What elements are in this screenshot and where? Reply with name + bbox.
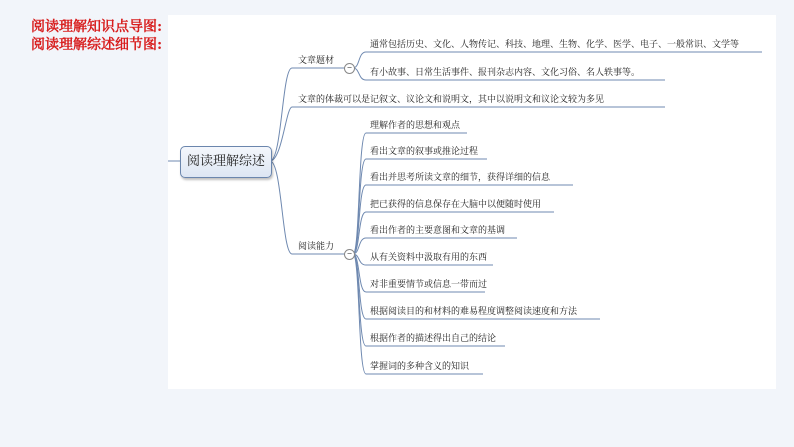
ability-item-4[interactable]: 把已获得的信息保存在大脑中以便随时使用 xyxy=(370,200,542,210)
ability-item-8[interactable]: 根据阅读目的和材料的难易程度调整阅读速度和方法 xyxy=(370,307,578,317)
collapse-minus-icon[interactable]: − xyxy=(344,249,355,260)
ability-item-6[interactable]: 从有关资料中汲取有用的东西 xyxy=(370,253,488,263)
slide-title-2: 阅读理解综述细节图: xyxy=(31,37,163,53)
ability-item-7[interactable]: 对非重要情节或信息一带而过 xyxy=(370,280,488,290)
branch-ability-label[interactable]: 阅读能力 xyxy=(298,242,335,252)
ability-item-10[interactable]: 掌握词的多种含义的知识 xyxy=(370,362,470,372)
ability-item-5[interactable]: 看出作者的主要意图和文章的基调 xyxy=(370,226,506,236)
ability-item-9[interactable]: 根据作者的描述得出自己的结论 xyxy=(370,334,497,344)
ability-item-3[interactable]: 看出并思考所读文章的细节，获得详细的信息 xyxy=(370,173,551,183)
topic-item-2[interactable]: 有小故事、日常生活事件、报刊杂志内容、文化习俗、名人轶事等。 xyxy=(370,68,641,78)
ability-item-2[interactable]: 看出文章的叙事或推论过程 xyxy=(370,147,479,157)
branch-genre-label[interactable]: 文章的体裁可以是记叙文、议论文和说明文，其中以说明文和议论文较为多见 xyxy=(298,95,605,105)
collapse-minus-icon[interactable]: − xyxy=(344,63,355,74)
slide-title-1: 阅读理解知识点导图: xyxy=(31,19,163,35)
topic-item-1[interactable]: 通常包括历史、文化、人物传记、科技、地理、生物、化学、医学、电子、一般常识、文学等 xyxy=(370,40,740,50)
branch-topic-label[interactable]: 文章题材 xyxy=(298,56,335,66)
root-node[interactable]: 阅读理解综述 xyxy=(180,146,272,178)
ability-item-1[interactable]: 理解作者的思想和观点 xyxy=(370,121,461,131)
